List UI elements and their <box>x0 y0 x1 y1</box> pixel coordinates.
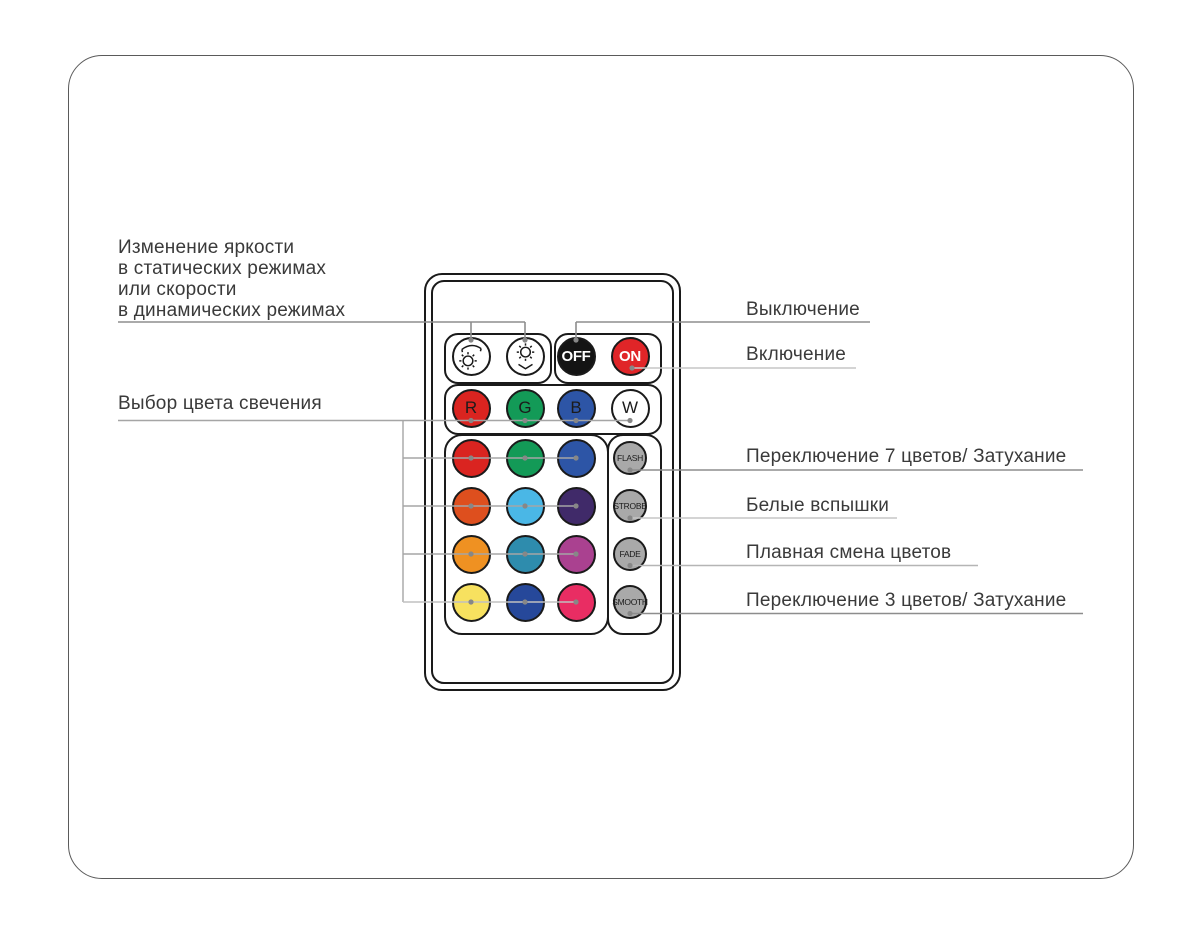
strobe-annotation: Белые вспышки <box>746 495 890 516</box>
flash-annotation: Переключение 7 цветов/ Затухание <box>746 446 1067 467</box>
smooth-button[interactable] <box>613 585 647 619</box>
blue-key-label: B <box>570 398 582 417</box>
brightness-annotation-line: Изменение яркости <box>118 237 295 258</box>
color-select-annotation: Выбор цвета свечения <box>118 393 322 414</box>
red-key-label: R <box>464 398 478 417</box>
blue-key[interactable] <box>557 389 596 428</box>
brightness-annotation <box>118 237 345 321</box>
color-key[interactable] <box>557 583 596 622</box>
color-key[interactable] <box>452 535 491 574</box>
color-key[interactable] <box>506 535 545 574</box>
fade-button[interactable] <box>613 537 647 571</box>
color-key[interactable] <box>452 583 491 622</box>
green-key-label: G <box>518 398 532 417</box>
smooth-annotation: Переключение 3 цветов/ Затухание <box>746 590 1067 611</box>
strobe-button[interactable] <box>613 489 647 523</box>
fade-annotation: Плавная смена цветов <box>746 542 952 563</box>
smooth-button-label: SMOOTH <box>612 597 648 607</box>
on-button[interactable] <box>611 337 650 376</box>
green-key[interactable] <box>506 389 545 428</box>
color-key[interactable] <box>557 439 596 478</box>
color-key[interactable] <box>452 439 491 478</box>
color-key[interactable] <box>557 535 596 574</box>
brightness-down-icon <box>508 339 543 374</box>
on-button-label: ON <box>619 347 641 365</box>
color-key[interactable] <box>557 487 596 526</box>
flash-button-label: FLASH <box>617 453 643 463</box>
white-key[interactable] <box>611 389 650 428</box>
brightness-down-button[interactable] <box>506 337 545 376</box>
color-key[interactable] <box>506 439 545 478</box>
strobe-button-label: STROBE <box>613 501 647 511</box>
off-button[interactable] <box>557 337 596 376</box>
power-off-annotation: Выключение <box>746 299 860 320</box>
brightness-annotation-line: в статических режимах <box>118 258 327 279</box>
white-key-label: W <box>621 398 639 417</box>
brightness-up-button[interactable] <box>452 337 491 376</box>
fade-button-label: FADE <box>619 549 641 559</box>
off-button-label: OFF <box>561 347 591 365</box>
color-key[interactable] <box>506 583 545 622</box>
power-on-annotation: Включение <box>746 344 847 365</box>
red-key[interactable] <box>452 389 491 428</box>
brightness-annotation-line: в динамических режимах <box>118 300 346 321</box>
color-key[interactable] <box>452 487 491 526</box>
color-key[interactable] <box>506 487 545 526</box>
brightness-annotation-line: или скорости <box>118 279 237 300</box>
brightness-up-icon <box>454 339 489 374</box>
flash-button[interactable] <box>613 441 647 475</box>
